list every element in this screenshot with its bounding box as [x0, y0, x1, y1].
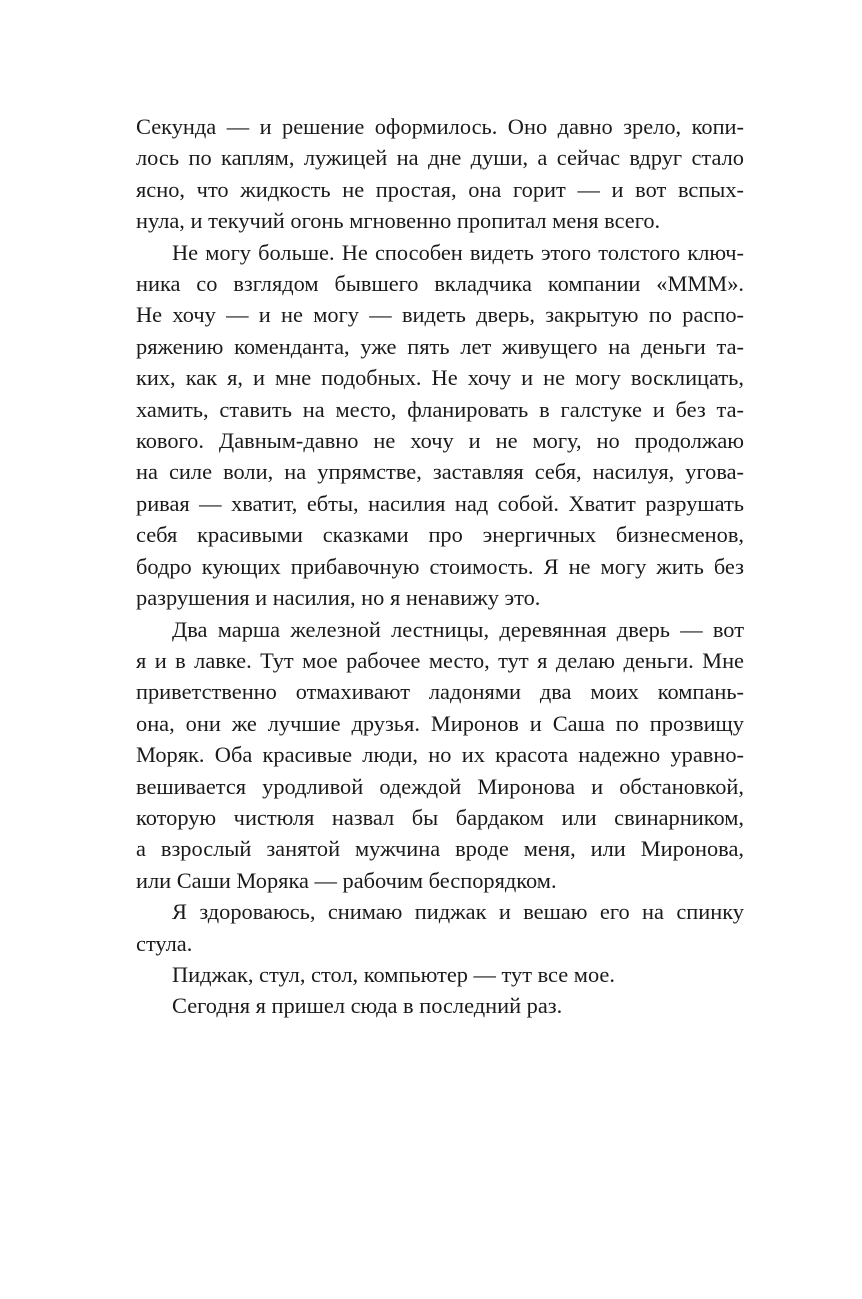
- paragraph-6: [136, 990, 744, 1021]
- text-line: вешивается уродливой одеждой Миронова и обстановкой,: [136, 773, 744, 799]
- text-line: бодро кующих прибавочную стоимость. Я не могу жить без: [136, 553, 744, 579]
- text-line: нула, и текучий огонь мгновенно пропитал меня всего.: [136, 208, 661, 234]
- text-line: Не хочу — и не могу — видеть дверь, закрытую по распо-: [136, 302, 744, 328]
- body-text: [136, 111, 744, 1022]
- text-line: кового. Давным-давно не хочу и не могу, но продолжаю: [136, 428, 744, 454]
- text-line: ких, как я, и мне подобных. Не хочу и не могу восклицать,: [136, 365, 744, 391]
- text-line: а взрослый занятой мужчина вроде меня, или Миронова,: [136, 836, 744, 862]
- text-line: лось по каплям, лужицей на дне души, а сейчас вдруг стало: [136, 145, 744, 171]
- paragraph-5: [136, 959, 744, 990]
- text-line: Не могу больше. Не способен видеть этого толстого ключ-: [172, 239, 744, 265]
- text-line: она, они же лучшие друзья. Миронов и Саша по прозвищу: [136, 710, 744, 736]
- text-line: приветственно отмахивают ладонями два моих компань-: [136, 679, 744, 705]
- text-line: стула.: [136, 930, 193, 956]
- text-line: или Саши Моряка — рабочим беспорядком.: [136, 867, 557, 893]
- paragraph-3: [136, 614, 744, 897]
- text-line: Пиджак, стул, стол, компьютер — тут все мое.: [172, 961, 615, 987]
- text-line: себя красивыми сказками про энергичных бизнесменов,: [136, 522, 744, 548]
- paragraph-2: [136, 237, 744, 614]
- text-line: Я здороваюсь, снимаю пиджак и вешаю его на спинку: [172, 899, 744, 925]
- text-line: ясно, что жидкость не простая, она горит — и вот вспых-: [136, 176, 744, 202]
- text-line: ника со взглядом бывшего вкладчика компании «МММ».: [136, 271, 744, 297]
- text-line: Секунда — и решение оформилось. Оно давно зрело, копи-: [136, 114, 744, 139]
- text-line: разрушения и насилия, но я ненавижу это.: [136, 585, 541, 611]
- paragraph-4: [136, 896, 744, 959]
- text-line: которую чистюля назвал бы бардаком или свинарником,: [136, 804, 744, 830]
- text-line: Два марша железной лестницы, деревянная дверь — вот: [172, 616, 744, 642]
- text-line: Сегодня я пришел сюда в последний раз.: [172, 993, 563, 1019]
- paragraph-1: [136, 111, 744, 237]
- text-line: ряжению коменданта, уже пять лет живущего на деньги та-: [136, 333, 744, 359]
- text-line: Моряк. Оба красивые люди, но их красота надежно уравно-: [136, 742, 744, 768]
- text-line: ривая — хватит, ебты, насилия над собой. Хватит разрушать: [136, 490, 744, 516]
- text-line: хамить, ставить на место, фланировать в галстуке и без та-: [136, 396, 744, 422]
- text-line: я и в лавке. Тут мое рабочее место, тут я делаю деньги. Мне: [136, 647, 744, 673]
- text-line: на силе воли, на упрямстве, заставляя себя, насилуя, угова-: [136, 459, 744, 485]
